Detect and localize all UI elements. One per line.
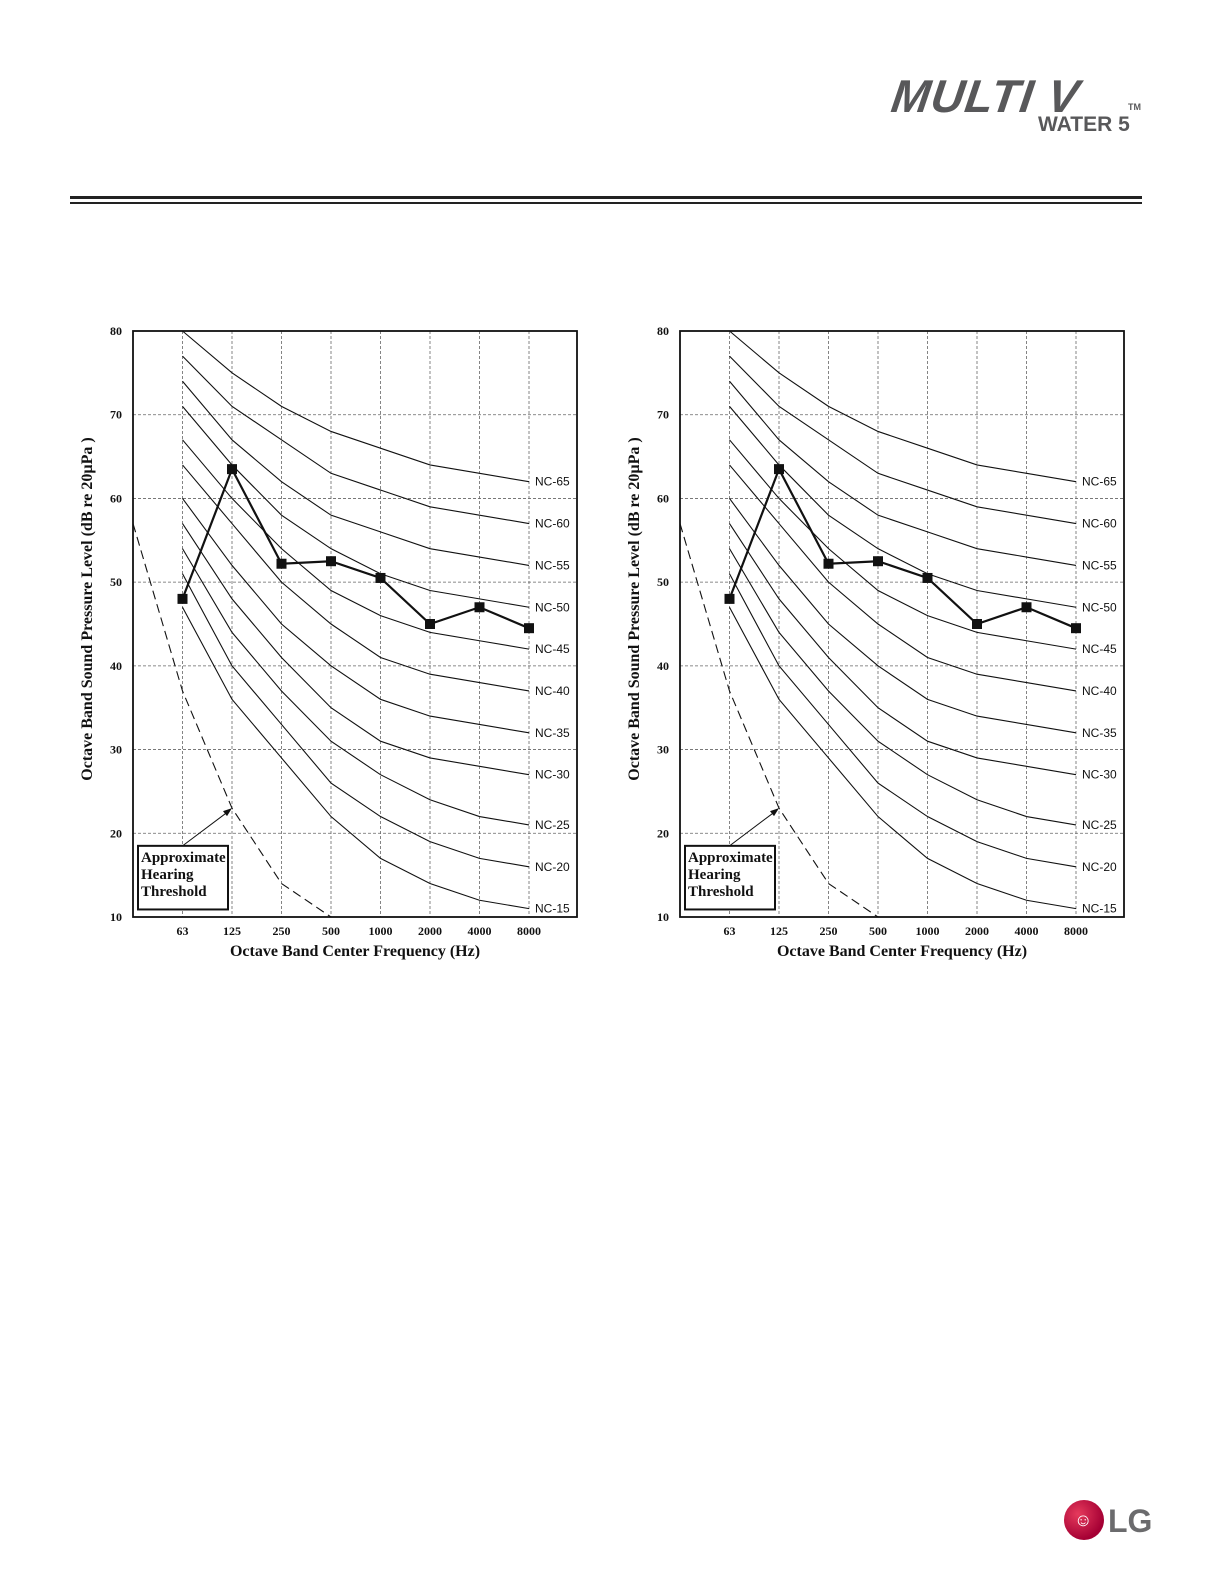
y-tick-label: 20 bbox=[110, 826, 122, 841]
logo-subtitle: WATER 5 bbox=[1038, 113, 1130, 136]
nc-label: NC-45 bbox=[535, 642, 570, 657]
x-tick-label: 63 bbox=[176, 924, 189, 938]
measured-point bbox=[972, 619, 982, 629]
measured-point bbox=[524, 623, 534, 633]
x-tick-label: 8000 bbox=[517, 924, 541, 938]
x-tick-label: 2000 bbox=[418, 924, 442, 938]
threshold-annotation-text: Threshold bbox=[688, 883, 754, 900]
threshold-annotation-text: Hearing bbox=[141, 866, 194, 883]
threshold-annotation-text: Approximate bbox=[688, 849, 773, 866]
plot-frame bbox=[680, 331, 1124, 917]
nc-label: NC-55 bbox=[1082, 558, 1117, 573]
nc-label: NC-65 bbox=[1082, 474, 1117, 489]
nc-label: NC-25 bbox=[1082, 817, 1117, 832]
nc-label: NC-60 bbox=[1082, 516, 1117, 531]
nc-curve-nc-25 bbox=[183, 549, 530, 825]
nc-label: NC-40 bbox=[1082, 683, 1117, 698]
x-tick-label: 1000 bbox=[915, 924, 940, 938]
header-rule-bottom bbox=[70, 202, 1142, 204]
y-tick-label: 80 bbox=[657, 324, 669, 338]
x-axis-label: Octave Band Center Frequency (Hz) bbox=[776, 943, 1028, 960]
threshold-arrow bbox=[730, 810, 778, 846]
lg-logo-text: LG bbox=[1108, 1503, 1153, 1539]
measured-point bbox=[824, 559, 834, 569]
measured-point bbox=[326, 556, 336, 566]
threshold-annotation-text: Hearing bbox=[688, 866, 741, 883]
nc-label: NC-15 bbox=[1082, 901, 1117, 916]
y-tick-label: 30 bbox=[657, 742, 669, 757]
nc-curve-nc-35 bbox=[183, 498, 530, 732]
x-tick-label: 63 bbox=[723, 924, 736, 938]
measured-point bbox=[1022, 602, 1032, 612]
y-axis-label: Octave Band Sound Pressure Level (dB re 20µPa ) bbox=[79, 437, 96, 781]
nc-curve-nc-40 bbox=[183, 465, 530, 691]
threshold-annotation-text: Approximate bbox=[141, 849, 226, 866]
y-tick-label: 40 bbox=[657, 658, 669, 673]
nc-curve-nc-65 bbox=[730, 331, 1077, 482]
x-tick-label: 500 bbox=[322, 924, 340, 938]
nc-label: NC-45 bbox=[1082, 642, 1117, 657]
x-axis-label: Octave Band Center Frequency (Hz) bbox=[229, 943, 481, 960]
y-tick-label: 70 bbox=[110, 407, 122, 422]
x-tick-label: 4000 bbox=[467, 924, 492, 938]
x-tick-label: 125 bbox=[223, 924, 241, 938]
nc-curve-nc-25 bbox=[730, 549, 1077, 825]
y-tick-label: 40 bbox=[110, 658, 122, 673]
y-tick-label: 50 bbox=[110, 575, 122, 590]
x-tick-label: 8000 bbox=[1064, 924, 1088, 938]
y-tick-label: 20 bbox=[657, 826, 669, 841]
measured-point bbox=[227, 464, 237, 474]
measured-point bbox=[923, 573, 933, 583]
y-tick-label: 60 bbox=[110, 491, 122, 506]
nc-label: NC-55 bbox=[535, 558, 570, 573]
nc-curve-nc-35 bbox=[730, 498, 1077, 732]
threshold-arrow bbox=[183, 810, 231, 846]
y-tick-label: 50 bbox=[657, 575, 669, 590]
nc-label: NC-35 bbox=[1082, 725, 1117, 740]
nc-label: NC-30 bbox=[535, 767, 570, 782]
nc-label: NC-25 bbox=[535, 817, 570, 832]
measured-point bbox=[376, 573, 386, 583]
nc-chart-right bbox=[617, 310, 1137, 980]
x-tick-label: 1000 bbox=[368, 924, 393, 938]
measured-point bbox=[178, 594, 188, 604]
x-tick-label: 4000 bbox=[1014, 924, 1039, 938]
measured-point bbox=[277, 559, 287, 569]
measured-point bbox=[425, 619, 435, 629]
multi-v-water5-logo bbox=[888, 70, 1148, 142]
x-tick-label: 2000 bbox=[965, 924, 989, 938]
threshold-annotation-text: Threshold bbox=[141, 883, 207, 900]
nc-chart-left bbox=[70, 310, 590, 980]
x-tick-label: 250 bbox=[819, 924, 838, 938]
nc-label: NC-50 bbox=[535, 600, 570, 615]
nc-chart-left-svg bbox=[70, 310, 590, 980]
nc-label: NC-15 bbox=[535, 901, 570, 916]
nc-curve-nc-40 bbox=[730, 465, 1077, 691]
measured-point bbox=[774, 464, 784, 474]
nc-label: NC-50 bbox=[1082, 600, 1117, 615]
nc-curve-nc-20 bbox=[183, 574, 530, 867]
nc-label: NC-35 bbox=[535, 725, 570, 740]
y-tick-label: 10 bbox=[110, 910, 122, 924]
measured-point bbox=[1071, 623, 1081, 633]
nc-label: NC-20 bbox=[1082, 859, 1117, 874]
y-tick-label: 60 bbox=[657, 491, 669, 506]
logo-trademark: TM bbox=[1128, 102, 1141, 112]
plot-frame bbox=[133, 331, 577, 917]
y-tick-label: 10 bbox=[657, 910, 669, 924]
lg-face-icon: ☺ bbox=[1064, 1500, 1104, 1540]
y-tick-label: 70 bbox=[657, 407, 669, 422]
x-tick-label: 125 bbox=[770, 924, 788, 938]
measured-point bbox=[725, 594, 735, 604]
y-tick-label: 30 bbox=[110, 742, 122, 757]
y-tick-label: 80 bbox=[110, 324, 122, 338]
nc-curve-nc-65 bbox=[183, 331, 530, 482]
nc-label: NC-30 bbox=[1082, 767, 1117, 782]
header-rule-top bbox=[70, 196, 1142, 199]
nc-chart-right-svg bbox=[617, 310, 1137, 980]
nc-curve-nc-50 bbox=[183, 406, 530, 607]
x-tick-label: 500 bbox=[869, 924, 887, 938]
nc-label: NC-60 bbox=[535, 516, 570, 531]
nc-curve-nc-20 bbox=[730, 574, 1077, 867]
x-tick-label: 250 bbox=[272, 924, 291, 938]
nc-label: NC-20 bbox=[535, 859, 570, 874]
nc-label: NC-65 bbox=[535, 474, 570, 489]
lg-logo bbox=[1064, 1500, 1153, 1544]
nc-curve-nc-50 bbox=[730, 406, 1077, 607]
logo-word: MULTI V bbox=[888, 70, 1084, 122]
y-axis-label: Octave Band Sound Pressure Level (dB re 20µPa ) bbox=[626, 437, 643, 781]
measured-point bbox=[475, 602, 485, 612]
measured-point bbox=[873, 556, 883, 566]
nc-label: NC-40 bbox=[535, 683, 570, 698]
